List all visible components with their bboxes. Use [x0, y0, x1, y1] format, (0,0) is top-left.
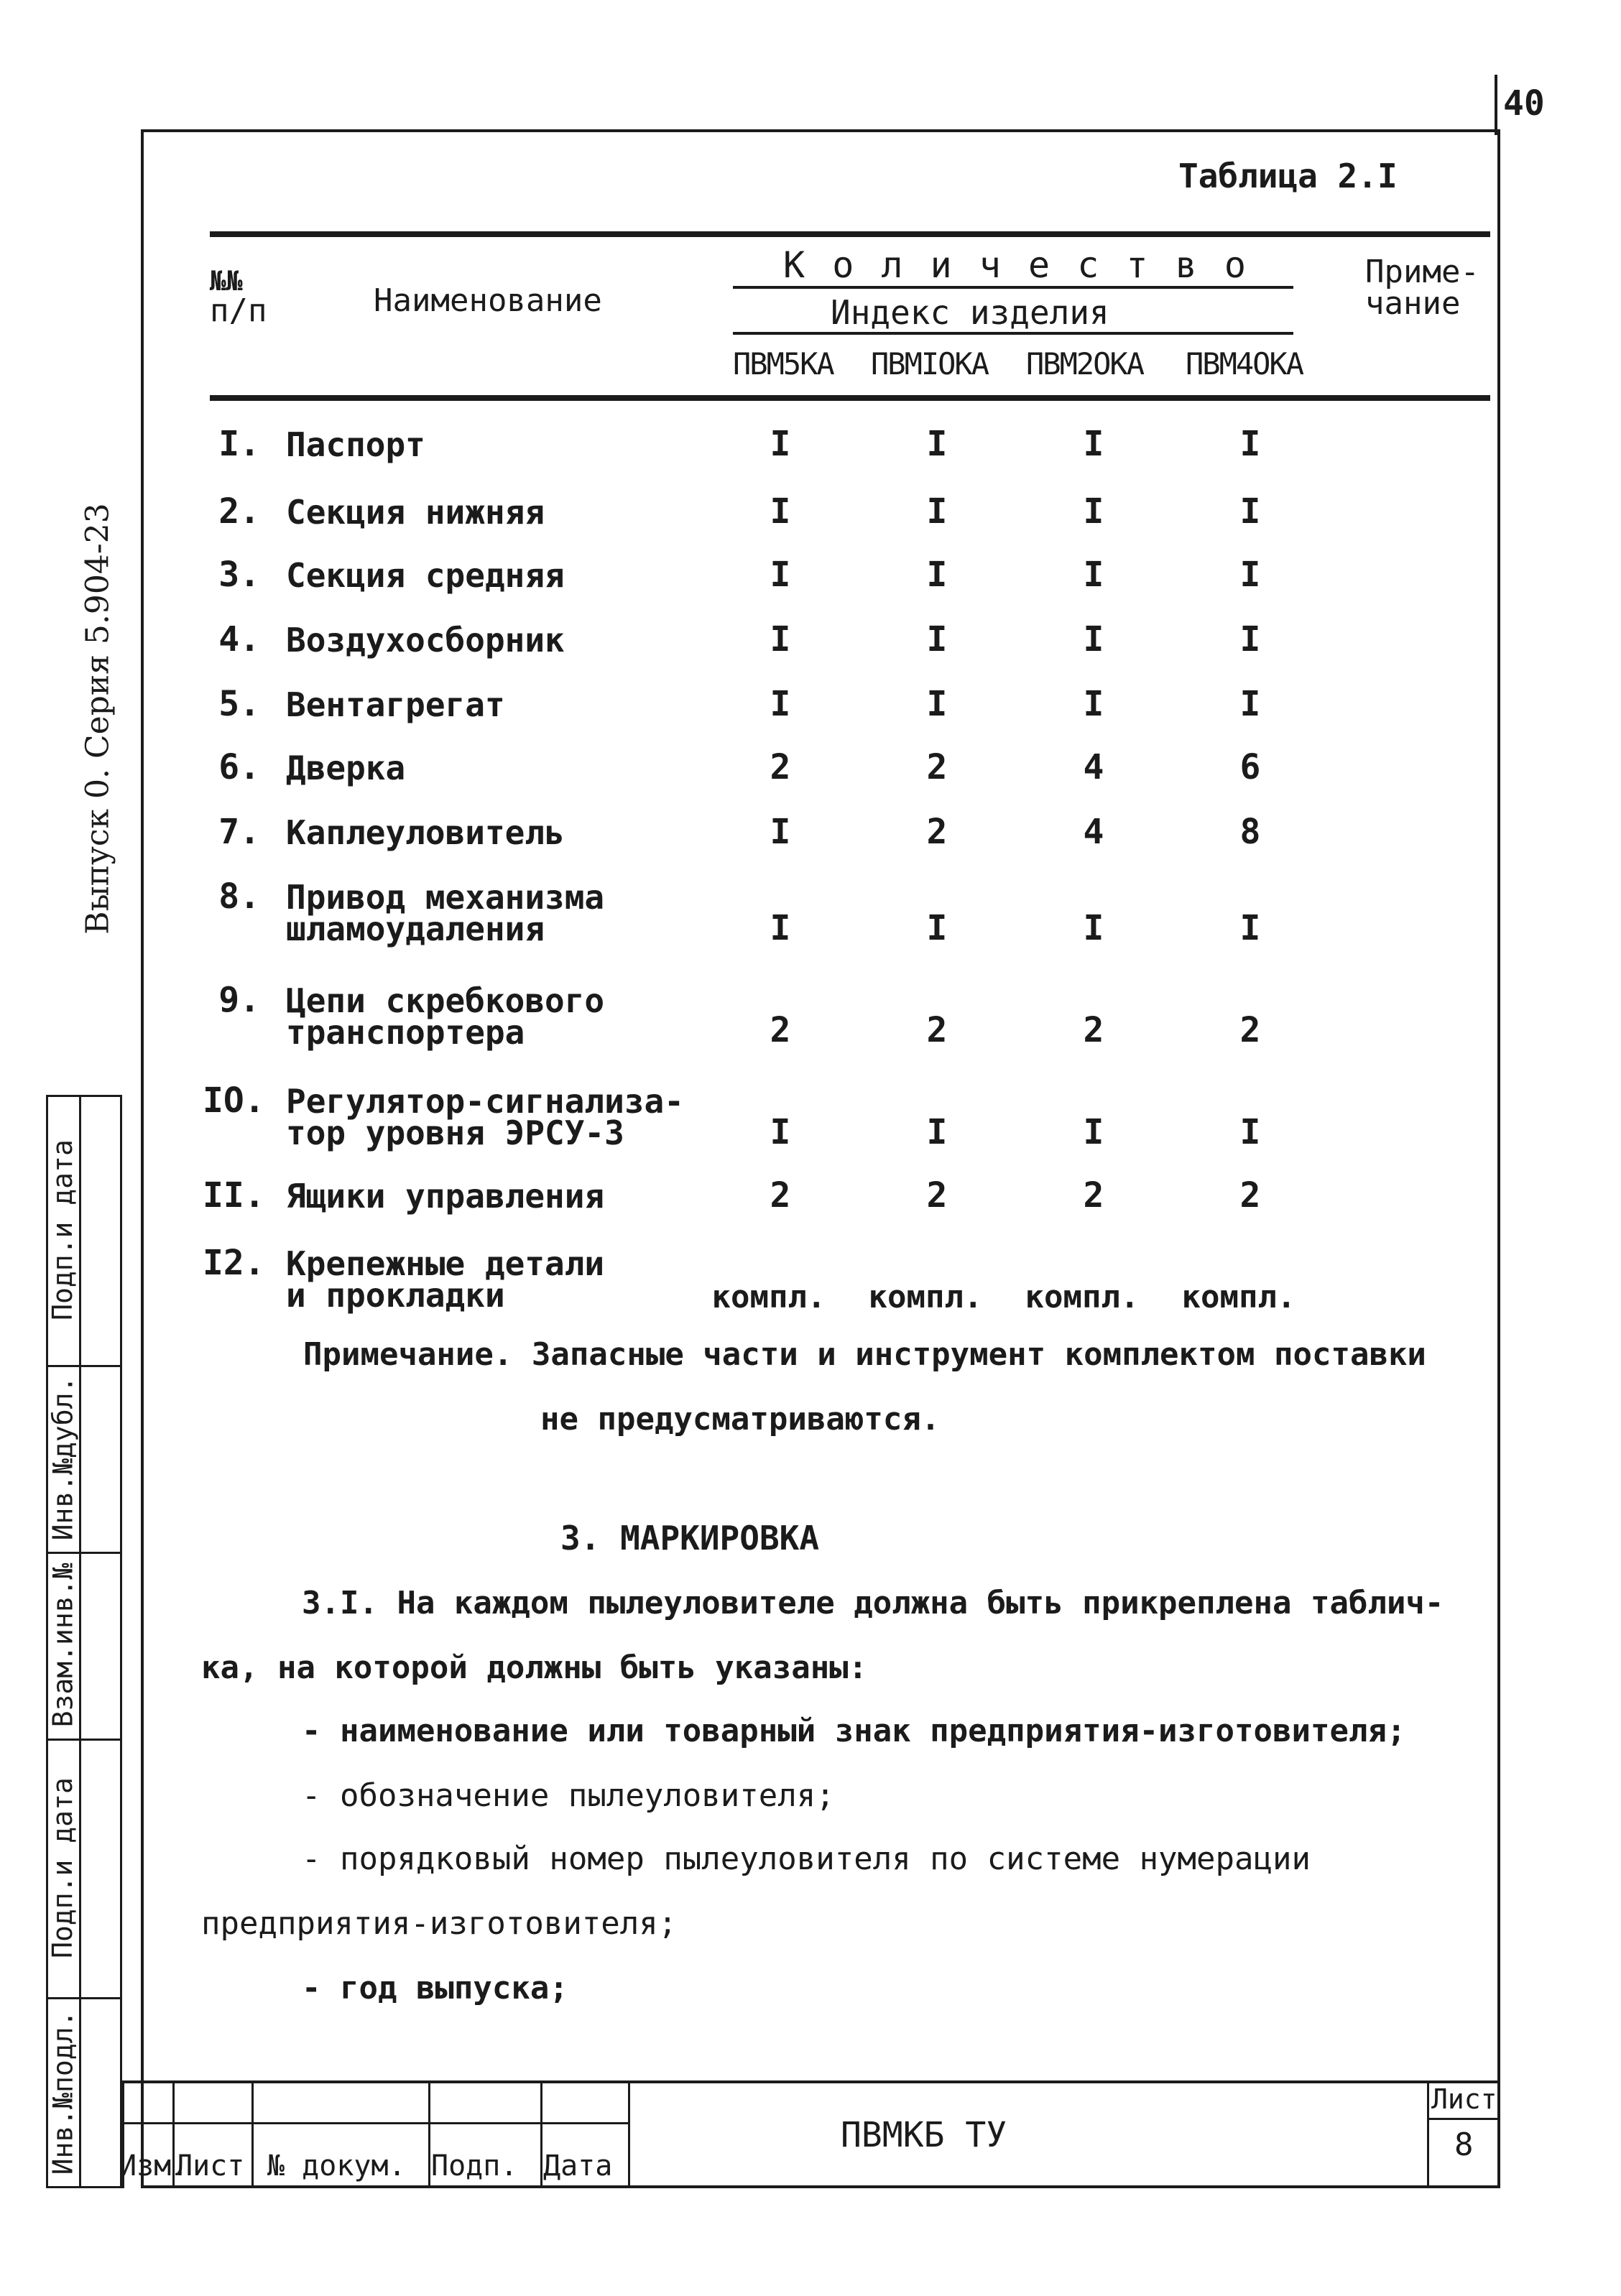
stamp-top-rule: [122, 2080, 1500, 2083]
row-name: Цепи скребкового: [286, 981, 605, 1020]
row-number: 6.: [218, 747, 260, 787]
stamp-divider: [1427, 2080, 1429, 2188]
row-name-cont: шламоудаления: [286, 909, 545, 948]
stamp-sheet-rule: [1427, 2118, 1500, 2120]
row-value: 4: [1083, 812, 1104, 852]
row-value: I: [1083, 684, 1104, 724]
stamp-mid-rule: [122, 2122, 628, 2124]
stamp-divider: [251, 2080, 254, 2188]
row-value: 4: [1083, 747, 1104, 787]
row-value: 2: [926, 747, 948, 787]
row-name: Вентагрегат: [286, 685, 505, 724]
row-value: 2: [770, 1010, 791, 1050]
row-name: Паспорт: [286, 425, 425, 464]
row-number: 4.: [218, 619, 260, 659]
row-value: I: [1083, 424, 1104, 464]
table-header-rule: [210, 395, 1490, 401]
row-value: компл.: [711, 1279, 826, 1315]
row-name: Ящики управления: [286, 1177, 605, 1216]
row-name: Воздухосборник: [286, 621, 565, 659]
side-strip-divider: [79, 1095, 81, 2188]
row-value: I: [770, 491, 791, 532]
row-value: I: [926, 491, 948, 532]
header-model-4: ПВМ4ОКА: [1186, 346, 1303, 381]
row-name: Привод механизма: [286, 878, 605, 917]
header-model-3: ПВМ2ОКА: [1026, 346, 1144, 381]
row-value: 2: [926, 1175, 948, 1216]
row-number: 8.: [218, 876, 260, 917]
row-number: 7.: [218, 812, 260, 852]
side-strip-cell: Подп.и дата: [47, 1777, 79, 1958]
table-title: Таблица 2.I: [1178, 157, 1398, 195]
stamp-divider: [540, 2080, 542, 2188]
stamp-label-doc: № докум.: [267, 2149, 406, 2182]
header-model-2: ПВМIОКА: [871, 346, 989, 381]
row-value: I: [926, 619, 948, 659]
row-value: I: [926, 1112, 948, 1152]
side-strip-cell: Инв.№дубл.: [47, 1376, 78, 1541]
stamp-label-sign: Подп.: [431, 2149, 518, 2182]
row-number: I2.: [203, 1243, 265, 1283]
bullet-item: - обозначение пылеуловителя;: [302, 1777, 835, 1814]
table-top-rule: [210, 231, 1490, 237]
row-value: I: [770, 684, 791, 724]
stamp-sheet-number: 8: [1454, 2126, 1474, 2163]
row-value: I: [1083, 555, 1104, 595]
paragraph-3-1-line1: 3.I. На каждом пылеуловителе должна быть прикреплена таблич-: [302, 1585, 1444, 1621]
row-value: I: [1083, 1112, 1104, 1152]
row-value: I: [926, 908, 948, 948]
side-series-text: Выпуск 0. Серия 5.904-23: [79, 502, 116, 935]
row-number: 3.: [218, 555, 260, 595]
row-number: 5.: [218, 684, 260, 724]
row-value: компл.: [1181, 1279, 1296, 1315]
bullet-item-cont: предприятия-изготовителя;: [201, 1905, 678, 1942]
row-value: I: [1239, 619, 1261, 659]
header-name: Наименование: [374, 282, 602, 319]
row-value: I: [926, 555, 948, 595]
row-value: 2: [770, 1175, 791, 1216]
stamp-sheet-label: Лист: [1431, 2083, 1497, 2115]
header-note-line2: чание: [1365, 285, 1461, 322]
table-note-line2: не предусматриваются.: [540, 1401, 941, 1438]
row-value: 2: [926, 1010, 948, 1050]
side-strip-cell: Подп.и дата: [47, 1139, 79, 1320]
header-num-line2: п/п: [210, 292, 267, 329]
side-strip-cell: Взам.инв.№: [47, 1563, 78, 1728]
row-name: Секция нижняя: [286, 493, 545, 532]
row-value: 8: [1239, 812, 1261, 852]
row-value: I: [1239, 491, 1261, 532]
row-value: 2: [770, 747, 791, 787]
row-value: I: [1083, 908, 1104, 948]
section-title: 3. МАРКИРОВКА: [560, 1519, 820, 1557]
paragraph-3-1-line2: ка, на которой должны быть указаны:: [201, 1649, 868, 1686]
row-value: I: [770, 424, 791, 464]
row-value: I: [1239, 908, 1261, 948]
row-name-cont: транспортера: [286, 1013, 525, 1052]
row-value: I: [770, 908, 791, 948]
header-index-rule: [733, 332, 1293, 335]
side-strip-cell: Инв.№подл.: [47, 2010, 78, 2175]
page-number-divider: [1495, 75, 1497, 135]
header-num-line1: №№: [210, 265, 243, 297]
stamp-label-sheet: Лист: [175, 2149, 245, 2182]
row-name-cont: и прокладки: [286, 1276, 505, 1315]
header-quantity: К о л и ч е с т в о: [783, 244, 1249, 286]
page-number: 40: [1503, 83, 1545, 124]
header-note-line1: Приме-: [1365, 254, 1479, 290]
row-number: 9.: [218, 980, 260, 1020]
row-value: I: [770, 812, 791, 852]
row-value: 2: [926, 812, 948, 852]
row-name: Дверка: [286, 749, 406, 787]
row-name: Каплеуловитель: [286, 813, 565, 852]
table-note-line1: Примечание. Запасные части и инструмент комплектом поставки: [303, 1336, 1426, 1373]
stamp-divider: [628, 2080, 630, 2188]
row-value: I: [770, 555, 791, 595]
row-value: I: [1239, 424, 1261, 464]
bullet-item: - порядковый номер пылеуловителя по системе нумерации: [302, 1841, 1311, 1877]
row-name: Регулятор-сигнализа-: [286, 1082, 684, 1121]
row-value: компл.: [1025, 1279, 1140, 1315]
header-model-1: ПВМ5КА: [733, 346, 833, 381]
row-name: Крепежные детали: [286, 1244, 605, 1283]
row-value: I: [1083, 491, 1104, 532]
row-value: I: [1239, 555, 1261, 595]
side-series-label: [47, 460, 148, 977]
row-number: II.: [203, 1175, 265, 1216]
stamp-label-change: Изм.: [119, 2149, 189, 2182]
row-value: 2: [1239, 1175, 1261, 1216]
row-value: I: [926, 424, 948, 464]
row-value: I: [770, 619, 791, 659]
row-name: Секция средняя: [286, 556, 565, 595]
row-number: I.: [218, 424, 260, 464]
row-value: I: [1083, 619, 1104, 659]
row-number: IO.: [203, 1080, 265, 1121]
row-value: I: [1239, 1112, 1261, 1152]
header-index: Индекс изделия: [831, 293, 1109, 332]
bullet-item: - наименование или товарный знак предприятия-изготовителя;: [302, 1713, 1406, 1749]
row-value: I: [770, 1112, 791, 1152]
row-value: 2: [1239, 1010, 1261, 1050]
row-value: 6: [1239, 747, 1261, 787]
header-quantity-rule: [733, 286, 1293, 289]
row-value: I: [926, 684, 948, 724]
stamp-label-date: Дата: [543, 2149, 613, 2182]
bullet-item: - год выпуска;: [302, 1970, 568, 2006]
row-value: компл.: [868, 1279, 983, 1315]
row-number: 2.: [218, 491, 260, 532]
row-value: 2: [1083, 1175, 1104, 1216]
row-value: I: [1239, 684, 1261, 724]
stamp-document-code: ПВМКБ ТУ: [841, 2115, 1007, 2155]
row-value: 2: [1083, 1010, 1104, 1050]
stamp-divider: [428, 2080, 430, 2188]
row-name-cont: тор уровня ЭРСУ-3: [286, 1114, 624, 1152]
